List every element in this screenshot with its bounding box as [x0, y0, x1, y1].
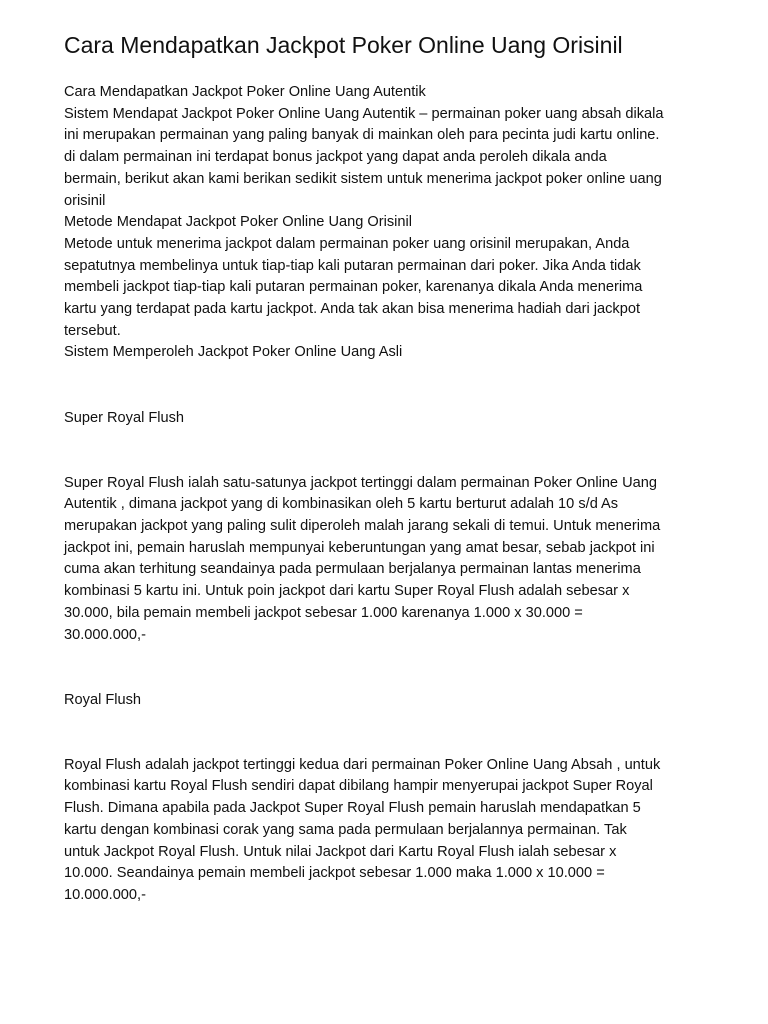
text-line: Super Royal Flush ialah satu-satunya jackpot tertinggi dalam permainan Poker Online Uang: [64, 474, 657, 491]
text-line: bermain, berikut akan kami berikan sedikit sistem untuk menerima jackpot poker online uang: [64, 170, 662, 187]
text-line: jackpot ini, pemain haruslah mempunyai keberuntungan yang amat besar, sebab jackpot ini: [64, 539, 655, 556]
text-line: membeli jackpot tiap-tiap kali putaran permainan poker, karenanya dikala Anda menerima: [64, 279, 643, 296]
blank-line: [64, 646, 708, 689]
document-title: Cara Mendapatkan Jackpot Poker Online Uang Orisinil: [64, 32, 623, 58]
text-line: cuma akan terhitung seandainya pada permulaan berjalanya permainan lantas menerima: [64, 561, 641, 578]
text-line: 30.000, bila pemain membeli jackpot sebesar 1.000 karenanya 1.000 x 30.000 =: [64, 604, 583, 621]
section-heading: Sistem Memperoleh Jackpot Poker Online Uang Asli: [64, 344, 403, 361]
section-heading: Royal Flush: [64, 691, 142, 708]
text-line: kombinasi 5 kartu ini. Untuk poin jackpot dari kartu Super Royal Flush adalah sebesar x: [64, 583, 630, 600]
blank-line: [64, 711, 708, 754]
text-line: orisinil: [64, 192, 106, 209]
text-line: Autentik , dimana jackpot yang di kombinasikan oleh 5 kartu berturut adalah 10 s/d As: [64, 496, 619, 513]
text-line: kartu dengan kombinasi corak yang sama pada permulaan berjalannya permainan. Tak: [64, 821, 627, 838]
text-line: di dalam permainan ini terdapat bonus jackpot yang dapat anda peroleh dikala anda: [64, 149, 607, 166]
text-line: Sistem Mendapat Jackpot Poker Online Uang Autentik – permainan poker uang absah dikala: [64, 105, 664, 122]
text-line: Cara Mendapatkan Jackpot Poker Online Uang Autentik: [64, 84, 426, 100]
section-heading: Metode Mendapat Jackpot Poker Online Uang Orisinil: [64, 214, 412, 231]
text-line: 10.000. Seandainya pemain membeli jackpot sebesar 1.000 maka 1.000 x 10.000 =: [64, 865, 605, 882]
text-line: untuk Jackpot Royal Flush. Untuk nilai Jackpot dari Kartu Royal Flush ialah sebesar x: [64, 843, 617, 860]
blank-line: [64, 429, 708, 472]
blank-line: [64, 364, 708, 407]
document-body: [64, 82, 708, 907]
text-line: ini merupakan permainan yang paling banyak di mainkan oleh para pecinta judi kartu online.: [64, 127, 660, 144]
text-line: merupakan jackpot yang paling sulit diperoleh malah jarang sekali di temui. Untuk menerima: [64, 518, 661, 535]
text-line: kartu yang terdapat pada kartu jackpot. Anda tak akan bisa menerima hadiah dari jackpot: [64, 301, 640, 318]
section-heading: Super Royal Flush: [64, 409, 185, 426]
text-line: Metode untuk menerima jackpot dalam permainan poker uang orisinil merupakan, Anda: [64, 235, 630, 252]
text-line: 30.000.000,-: [64, 626, 146, 643]
text-line: tersebut.: [64, 322, 121, 339]
text-line: sepatutnya membelinya untuk tiap-tiap kali putaran permainan dari poker. Jika Anda tidak: [64, 257, 641, 274]
text-line: Royal Flush adalah jackpot tertinggi kedua dari permainan Poker Online Uang Absah , untuk: [64, 756, 661, 773]
text-line: Flush. Dimana apabila pada Jackpot Super Royal Flush pemain haruslah mendapatkan 5: [64, 800, 641, 817]
text-line: kombinasi kartu Royal Flush sendiri dapat dibilang hampir menyerupai jackpot Super Royal: [64, 778, 653, 795]
text-line: 10.000.000,-: [64, 886, 146, 903]
